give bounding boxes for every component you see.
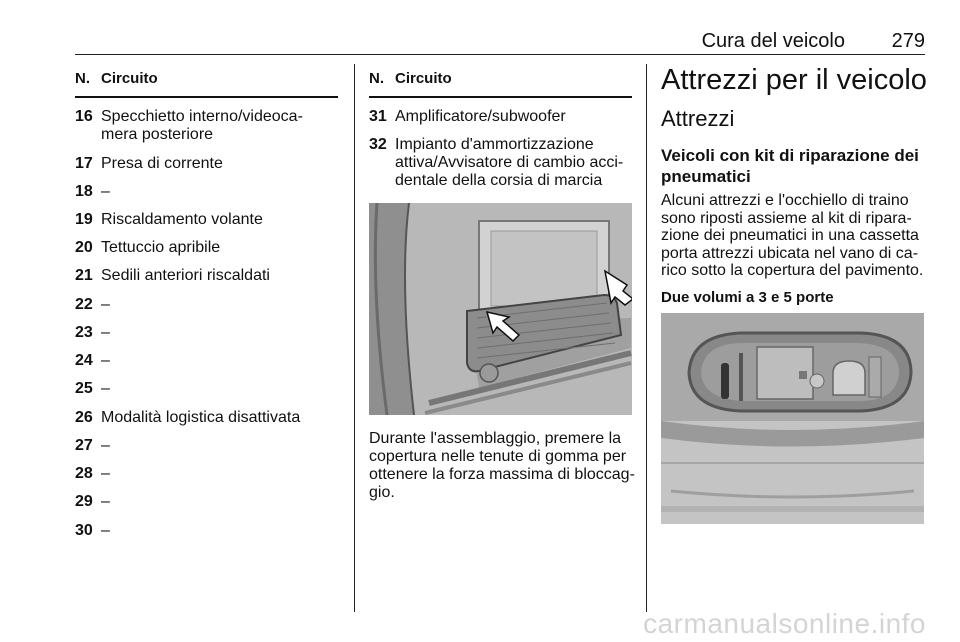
row-num: 24 <box>75 352 93 369</box>
row-num: 23 <box>75 324 93 341</box>
row-num: 21 <box>75 267 93 284</box>
toolbox-drawing <box>661 313 924 524</box>
row-desc: Amplificatore/subwoofer <box>395 108 566 125</box>
fuse-cover-illustration <box>369 203 632 415</box>
fuse-cover-drawing <box>369 203 632 415</box>
fuse-table-mid <box>369 66 632 189</box>
row-desc: Presa di corrente <box>101 155 223 172</box>
row-num: 25 <box>75 380 93 397</box>
page-number: 279 <box>891 30 925 52</box>
row-desc: Modalità logistica disattivata <box>101 409 301 426</box>
row-desc: – <box>101 183 110 200</box>
figure-caption: Durante l'assemblaggio, premere la copertura nelle tenute di gomma per ottenere la forza massima di bloccag- gio. <box>369 430 635 501</box>
col-num-header: N. <box>75 70 90 87</box>
header-rule <box>75 54 925 55</box>
row-desc: – <box>101 380 110 397</box>
row-desc: – <box>101 352 110 369</box>
header-title: Cura del veicolo <box>701 30 845 52</box>
row-desc: Riscaldamento volante <box>101 211 263 228</box>
row-desc: Specchietto interno/videoca- mera posteriore <box>101 108 303 143</box>
row-num: 26 <box>75 409 93 426</box>
row-desc: – <box>101 493 110 510</box>
row-desc: Tettuccio apribile <box>101 239 221 256</box>
row-num: 31 <box>369 108 387 125</box>
toolbox-illustration <box>661 313 924 524</box>
row-num: 29 <box>75 493 93 510</box>
section-heading: Veicoli con kit di riparazione dei pneumatici <box>661 146 919 186</box>
row-desc: Sedili anteriori riscaldati <box>101 267 270 284</box>
col-desc-header: Circuito <box>101 70 158 87</box>
column-divider-1 <box>354 64 355 612</box>
row-num: 28 <box>75 465 93 482</box>
column-divider-2 <box>646 64 647 612</box>
page-header <box>75 30 925 52</box>
row-desc: – <box>101 437 110 454</box>
watermark: carmanualsonline.info <box>643 608 926 639</box>
row-desc: – <box>101 296 110 313</box>
row-num: 22 <box>75 296 93 313</box>
section-title: Attrezzi per il veicolo <box>661 64 927 96</box>
fuse-table-left <box>75 66 338 539</box>
row-num: 16 <box>75 108 93 125</box>
body-paragraph: Alcuni attrezzi e l'occhiello di traino sono riposti assieme al kit di ripara- zione dei pneumatici in una cassetta porta attrezzi ubicata nel vano di ca- rico sotto la copertura del pavimento. <box>661 192 924 279</box>
section-subtitle: Attrezzi <box>661 106 735 131</box>
row-desc: Impianto d'ammortizzazione attiva/Avvisatore di cambio acci- dentale della corsia di marcia <box>395 136 624 189</box>
row-num: 27 <box>75 437 93 454</box>
col-desc-header: Circuito <box>395 70 452 87</box>
row-desc: – <box>101 465 110 482</box>
row-num: 32 <box>369 136 387 153</box>
col-num-header: N. <box>369 70 384 87</box>
table-header <box>75 66 338 98</box>
row-num: 17 <box>75 155 93 172</box>
row-num: 30 <box>75 522 93 539</box>
variant-subheading: Due volumi a 3 e 5 porte <box>661 289 834 306</box>
row-desc: – <box>101 522 110 539</box>
table-header <box>369 66 632 98</box>
row-desc: – <box>101 324 110 341</box>
row-num: 19 <box>75 211 93 228</box>
row-num: 20 <box>75 239 93 256</box>
row-num: 18 <box>75 183 93 200</box>
